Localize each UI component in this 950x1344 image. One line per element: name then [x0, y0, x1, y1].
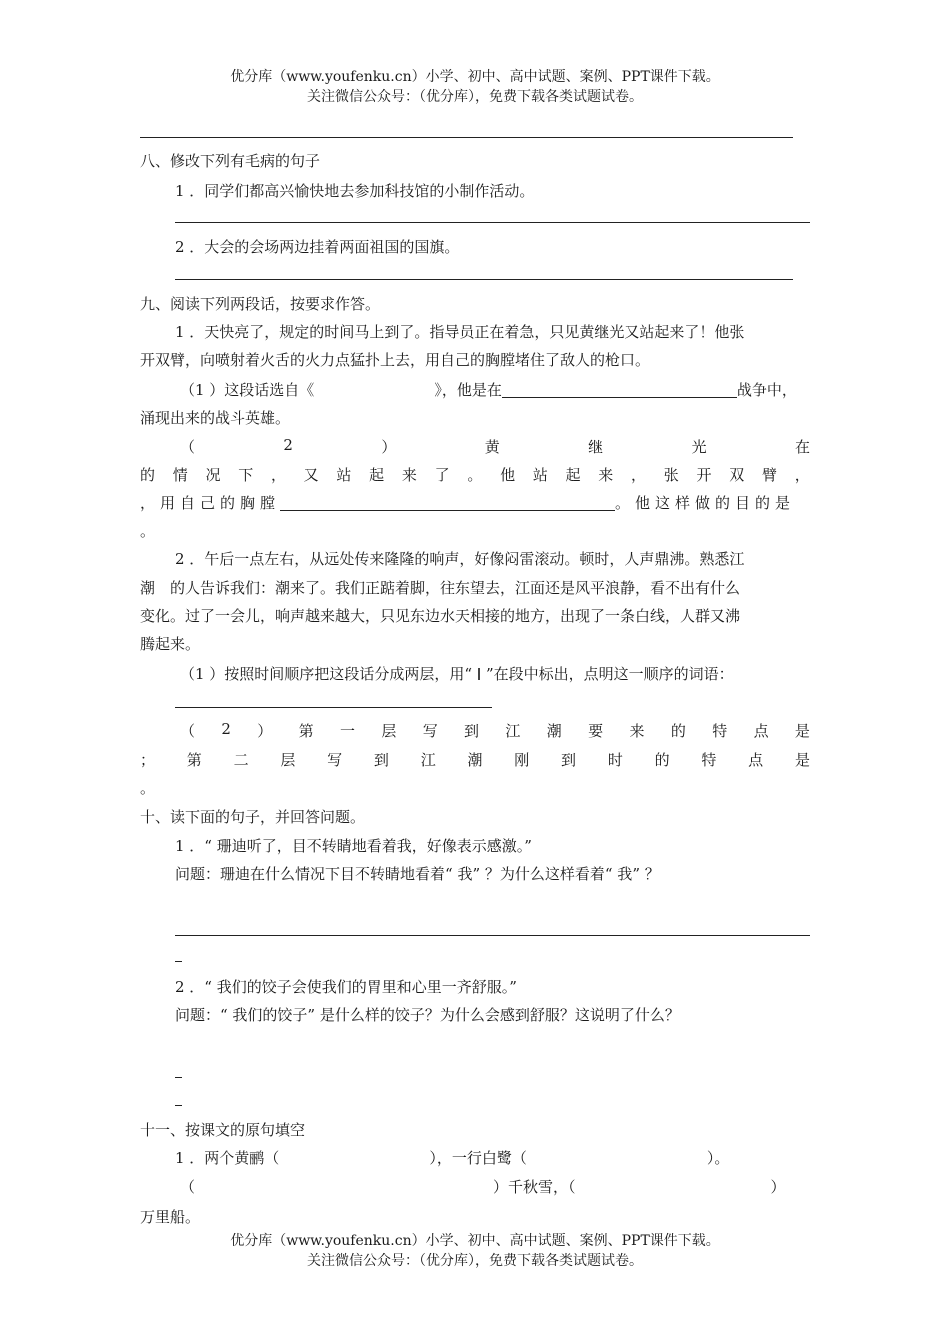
section-11-q1: 1 ．两个黄鹂（ ），一行白鹭（ ）。: [175, 1149, 730, 1167]
header-line-1: 优分库（www.youfenku.cn）小学、初中、高中试题、案例、PPT课件下载。: [230, 69, 720, 85]
blank-war-name[interactable]: [502, 381, 737, 398]
passage-2-line-3: 变化。过了一会儿，响声越来越大，只见东边水天相接的地方，出现了一条白线，人群又沸: [140, 607, 741, 625]
passage-2-line-4: 腾起来。: [140, 635, 201, 653]
answer-line-8-1[interactable]: [175, 222, 810, 223]
question-9-1-1: （1 ）这段话选自《 》，他是在 战争中，: [180, 381, 797, 399]
section-10-q1-question: 问题：珊迪在什么情况下目不转睛地看着“ 我” ？为什么这样看着“ 我” ？: [175, 865, 660, 883]
section-11-title: 十一、按课文的原句填空: [140, 1121, 306, 1139]
blank-chest-action[interactable]: [280, 494, 615, 511]
question-9-2-2-row-1: （ 2 ） 第 一 层 写 到 江 潮 要 来 的 特 点 是: [180, 720, 810, 740]
answer-dash: [175, 1077, 182, 1078]
passage-2-line-1: 2 ．午后一点左右，从远处传来隆隆的响声，好像闷雷滚动。顿时，人声鼎沸。熟悉江: [175, 550, 745, 568]
section-8-q2: 2 ．大会的会场两边挂着两面祖国的国旗。: [175, 238, 460, 256]
question-9-2-1: （1 ）按照时间顺序把这段话分成两层，用“ ”在段中标出，点明这一顺序的词语：: [180, 665, 734, 683]
question-9-1-2-row-4: 。: [140, 522, 156, 540]
question-9-1-2-row-1: （ 2 ） 黄 继 光 在: [180, 436, 810, 456]
section-10-q1: 1 ．“ 珊迪听了，目不转睛地看着我，好像表示感激。”: [175, 837, 532, 855]
section-11-q2: （ ）千秋雪，（ ）: [180, 1178, 786, 1196]
section-11-q2-line-2: 万里船。: [140, 1208, 201, 1226]
question-9-1-2-row-2: 的 情 况 下 ， 又 站 起 来 了 。 他 站 起 来 ， 张 开 双 臂 ，: [140, 466, 810, 484]
answer-dash: [175, 961, 182, 962]
question-9-1-1-line-2: 涌现出来的战斗英雄。: [140, 409, 291, 427]
question-9-1-2-row-3: ，用自己的胸膛 。他这样做的目的是: [140, 494, 796, 512]
answer-line-10-1[interactable]: [175, 935, 810, 936]
answer-line-8-2[interactable]: [175, 279, 793, 280]
question-9-2-2-row-3: 。: [140, 779, 156, 797]
footer-line-1: 优分库（www.youfenku.cn）小学、初中、高中试题、案例、PPT课件下载。: [230, 1233, 720, 1249]
question-9-2-2-row-2: ； 第 二 层 写 到 江 潮 刚 到 时 的 特 点 是: [140, 751, 810, 769]
answer-line-9-2-1[interactable]: [175, 707, 492, 708]
section-9-title: 九、阅读下列两段话，按要求作答。: [140, 295, 381, 313]
section-8-title: 八、修改下列有毛病的句子: [140, 152, 321, 170]
section-10-q2-question: 问题：“ 我们的饺子” 是什么样的饺子？为什么会感到舒服？这说明了什么？: [175, 1006, 680, 1024]
passage-2-line-2: 潮 的人告诉我们：潮来了。我们正踮着脚，往东望去，江面还是风平浪静，看不出有什么: [140, 579, 741, 597]
header-line-2: 关注微信公众号：（优分库），免费下载各类试题试卷。: [307, 89, 643, 105]
header-rule: [140, 137, 793, 138]
divider-mark-icon: [478, 668, 480, 680]
section-10-q2: 2 ．“ 我们的饺子会使我们的胃里和心里一齐舒服。”: [175, 978, 517, 996]
passage-1-line-1: 1 ．天快亮了，规定的时间马上到了。指导员正在着急，只见黄继光又站起来了！他张: [175, 323, 745, 341]
passage-1-line-2: 开双臂，向喷射着火舌的火力点猛扑上去，用自己的胸膛堵住了敌人的枪口。: [140, 351, 651, 369]
answer-dash: [175, 1105, 182, 1106]
blank-book-title[interactable]: [314, 382, 434, 398]
section-8-q1: 1 ．同学们都高兴愉快地去参加科技馆的小制作活动。: [175, 182, 535, 200]
footer-line-2: 关注微信公众号：（优分库），免费下载各类试题试卷。: [307, 1253, 643, 1269]
section-10-title: 十、读下面的句子，并回答问题。: [140, 808, 366, 826]
